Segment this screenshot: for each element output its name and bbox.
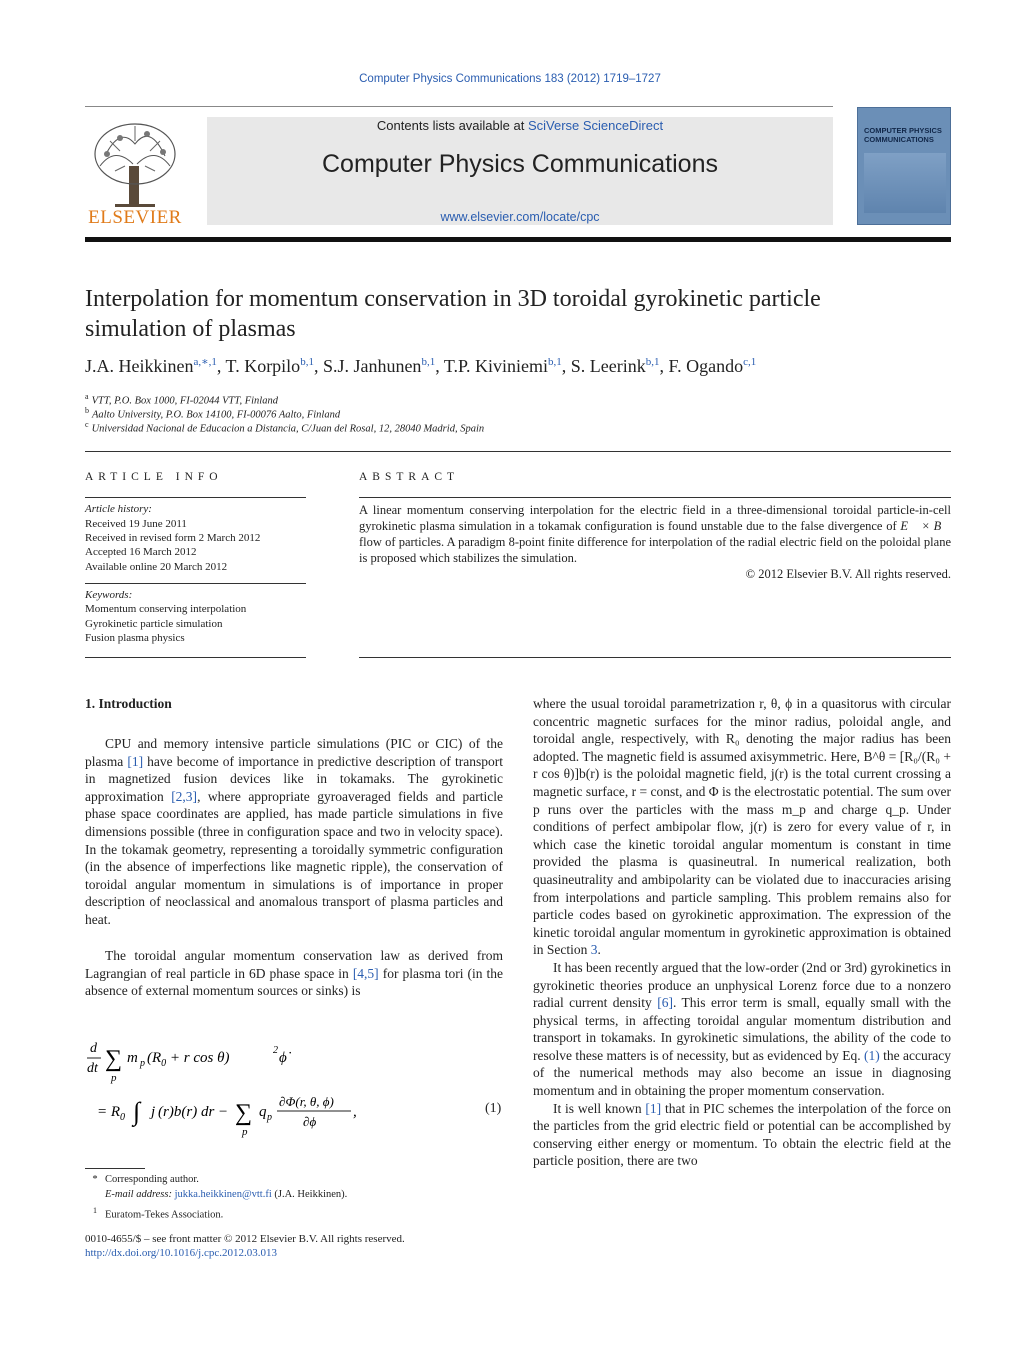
svg-text:p: p: [242, 1126, 248, 1138]
svg-text:(R0 + r cos θ): ($R_0 + r$ cos θ): [147, 1050, 230, 1069]
footnote-1: 1 Euratom-Tekes Association.: [93, 1206, 224, 1221]
citation-link[interactable]: [1]: [127, 753, 144, 769]
svg-text:∑: ∑: [235, 1100, 253, 1126]
keyword: Momentum conserving interpolation: [85, 603, 247, 615]
equation-1: [85, 1038, 503, 1143]
journal-url-link[interactable]: www.elsevier.com/locate/cpc: [440, 210, 600, 224]
elsevier-logo: [85, 116, 185, 226]
article-title: [85, 284, 955, 344]
svg-text:ϕ̇: ϕ̇: [279, 1050, 287, 1066]
svg-text:∂Φ(r, θ, ϕ): ∂Φ(r, θ, ϕ): [279, 1094, 334, 1109]
abstract-text: A linear momentum conserving interpolation for the electric field in a three-dimensional toroidal particle-in-cell gyrokinetic plasma simulation in a tokamak configuration is found unstable due to the false divergence of E⃗ × B⃗ flow of particles. A paradigm 8-point finite difference for interpolation of the radial electric field on the poloidal plane is proposed which stabilizes the simulation.: [359, 503, 952, 565]
svg-text:p: p: [267, 1112, 272, 1123]
info-rule: [85, 583, 306, 584]
author-list: J.A. Heikkinen$^{a,∗,1}$, T. Korpilo$^{b,1}$, S.J. Janhunen$^{b,1}$, T.P. Kiviniemi$^{b,1}$, S. Leerink$^{b,1}$, F. Ogando$^{c,1}$: [85, 356, 757, 376]
journal-reference[interactable]: Computer Physics Communications 183 (2012) 1719–1727: [359, 73, 661, 85]
affiliation: $^b$ Aalto University, P.O. Box 14100, FI-00076 Aalto, Finland: [85, 406, 341, 421]
info-rule: [85, 497, 306, 498]
svg-text:dt: dt: [87, 1061, 98, 1076]
body-paragraph: It has been recently argued that the low-order (2nd or 3rd) gyrokinetics in gyrokinetic theories produce an unphysical Lorenz force due to a nonzero radial current density [6]. This error term is small, equally small with the physical terms, in affecting toroidal angular momentum distribution and transport in tokamaks. In gyrokinetic simulations, the ability of the code to resolve these matters is of necessity, but as evidenced by Eq. (1) the accuracy of the numerical methods may also become an issue in diagnosing momentum and in obtaining the proper momentum conservation.: [533, 959, 952, 1099]
section-link[interactable]: 3: [590, 942, 598, 958]
affiliation: $^a$ VTT, P.O. Box 1000, FI-02044 VTT, Finland: [85, 392, 278, 407]
keywords-label: Keywords:: [85, 589, 133, 601]
intro-paragraph: CPU and memory intensive particle simulations (PIC or CIC) of the plasma [1] have become of importance in predictive description of transport in magnetized fusion devices like in tokamaks. The gyrokinetic approximation [2,3], where appropriate gyroaveraged fields and particle phase space coordinates are applied, has made particle simulations in five dimensions possible (three in configuration space and two in velocity space). In the tokamak geometry, representing a toroidally symmetric configuration (in the absence of imperfections like magnetic ripple), the conservation of toroidal angular momentum in simulations is of importance in proper description of neoclassical and anomalous transport of plasma particles and heat.: [85, 736, 503, 927]
abstract-copyright: © 2012 Elsevier B.V. All rights reserved.: [745, 567, 951, 581]
footnote-rule: [85, 1168, 145, 1169]
footnote-email: E-mail address: jukka.heikkinen@vtt.fi (J.A. Heikkinen).: [105, 1189, 348, 1200]
sciencedirect-link[interactable]: SciVerse ScienceDirect: [527, 118, 664, 133]
author-affil-mark[interactable]: b,1: [421, 356, 436, 368]
svg-text:p: p: [140, 1058, 145, 1069]
article-info-heading: ARTICLE INFO: [85, 471, 223, 483]
exb-symbol: E⃗ × B⃗: [900, 519, 952, 533]
equation-graphic: [85, 1038, 503, 1143]
article-title-line1: Interpolation for momentum conservation in 3D toroidal gyrokinetic particle: [85, 286, 821, 312]
author-affil-mark[interactable]: b,1: [645, 356, 660, 368]
section-heading: 1. Introduction: [85, 696, 172, 711]
abstract-heading: ABSTRACT: [359, 471, 460, 483]
history-item: Available online 20 March 2012: [85, 561, 228, 573]
history-item: Accepted 16 March 2012: [85, 546, 197, 558]
info-rule: [85, 451, 951, 452]
author-name: J.A. Heikkinen: [85, 356, 194, 376]
body-paragraph: It is well known [1] that in PIC schemes the interpolation of the force on the particles from the grid electric field or potential can be accomplished by conserving either energy or momentum. To obtain the electric field at the particle position, there are two: [533, 1100, 951, 1169]
svg-text:∫: ∫: [133, 1097, 141, 1126]
body-paragraph: where the usual toroidal parametrization r, θ, ϕ in a quasitorus with circular concentric magnetic surfaces for the minor radius, poloidal angle, and toroidal angle, respectively, with R₀ denoting the major radius has been adopted. The magnetic field is assumed axisymmetric. Here, B^θ = [R₀/(R₀ + r cos θ)]b(r) is the poloidal magnetic field, j(r) is the total current crossing a magnetic surface, r = const, and Φ is the electrostatic potential. The sum over p runs over the particles with the mass m_p and charge q_p. Under conditions of perfect ambipolar flow, j(r) is zero for every value of r, in which case the kinetic toroidal angular momentum is constant in time provided the plasma is quasineutral. In numerical realization, both quasineutrality and ambipolarity can be violated due to inaccuracies arising from interpolations and particle sampling. This problem remains also for particle codes based on gyrokinetic approximation. The expression of the kinetic toroidal angular momentum in gyrokinetic approximation is obtained in Section 3.: [533, 696, 951, 958]
intro-paragraph: The toroidal angular momentum conservation law as derived from Lagrangian of real particle in 6D phase space in [4,5] for plasma tori (in the absence of external momentum sources or sinks) is: [85, 948, 503, 999]
svg-text:j: j: [151, 1104, 156, 1120]
footnote-corresponding: * Corresponding author.: [92, 1174, 199, 1185]
history-item: Received in revised form 2 March 2012: [85, 532, 261, 544]
author-name: F. Ogando: [668, 356, 744, 376]
publisher-logo-text: ELSEVIER: [88, 207, 182, 228]
svg-text:p: p: [111, 1072, 117, 1084]
right-column: [533, 695, 951, 1170]
equation-link[interactable]: (1): [864, 1047, 880, 1063]
author-affil-mark[interactable]: c,1: [743, 356, 757, 368]
article-title-line2: simulation of plasmas: [85, 316, 296, 342]
header-thick-rule: [85, 237, 951, 242]
journal-cover: [857, 107, 951, 225]
doi-link[interactable]: http://dx.doi.org/10.1016/j.cpc.2012.03.013: [85, 1247, 277, 1259]
citation-link[interactable]: [2,3]: [171, 788, 198, 804]
svg-text:d: d: [90, 1041, 97, 1056]
cover-title: COMPUTER PHYSICS COMMUNICATIONS: [864, 126, 942, 144]
author-affil-mark[interactable]: a,∗,1: [193, 356, 217, 368]
history-label: Article history:: [85, 503, 152, 515]
info-rule: [85, 657, 306, 658]
history-item: Received 19 June 2011: [85, 518, 187, 530]
citation-link[interactable]: [4,5]: [352, 965, 379, 981]
journal-title: Computer Physics Communications: [322, 150, 718, 178]
contents-prefix: Contents lists available at: [376, 118, 528, 133]
issn-line: 0010-4655/$ – see front matter © 2012 Elsevier B.V. All rights reserved.: [85, 1233, 405, 1245]
author-name: S. Leerink: [570, 356, 646, 376]
author-affil-mark[interactable]: b,1: [548, 356, 562, 368]
svg-text:∑: ∑: [105, 1046, 123, 1072]
citation-link[interactable]: [6]: [657, 995, 673, 1011]
contents-line: [207, 118, 833, 133]
cover-art: [864, 153, 946, 213]
author-name: T. Korpilo: [225, 356, 301, 376]
abstract-rule: [359, 497, 951, 498]
svg-text:∂ϕ: ∂ϕ: [303, 1114, 317, 1129]
email-link[interactable]: jukka.heikkinen@vtt.fi: [174, 1189, 272, 1200]
svg-text:= R0: = $R_0$: [97, 1104, 126, 1123]
affiliation: $^c$ Universidad Nacional de Educacion a Distancia, C/Juan del Rosal, 12, 28040 Madrid, Spain: [85, 420, 485, 435]
author-affil-mark[interactable]: b,1: [300, 356, 314, 368]
equation-number: (1): [485, 1101, 502, 1116]
abstract-rule: [359, 657, 951, 658]
svg-text:2: 2: [273, 1045, 278, 1056]
keyword: Fusion plasma physics: [85, 632, 185, 644]
svg-text:(r)b(r) dr −: (r)b(r) dr −: [158, 1104, 229, 1120]
author-name: T.P. Kiviniemi: [443, 356, 549, 376]
keyword: Gyrokinetic particle simulation: [85, 618, 223, 630]
svg-text:,: ,: [353, 1104, 357, 1120]
svg-text:q: q: [259, 1104, 267, 1120]
author-name: S.J. Janhunen: [322, 356, 422, 376]
svg-text:m: m: [127, 1050, 138, 1066]
citation-link[interactable]: [1]: [645, 1100, 662, 1116]
header-rule: [85, 106, 833, 107]
